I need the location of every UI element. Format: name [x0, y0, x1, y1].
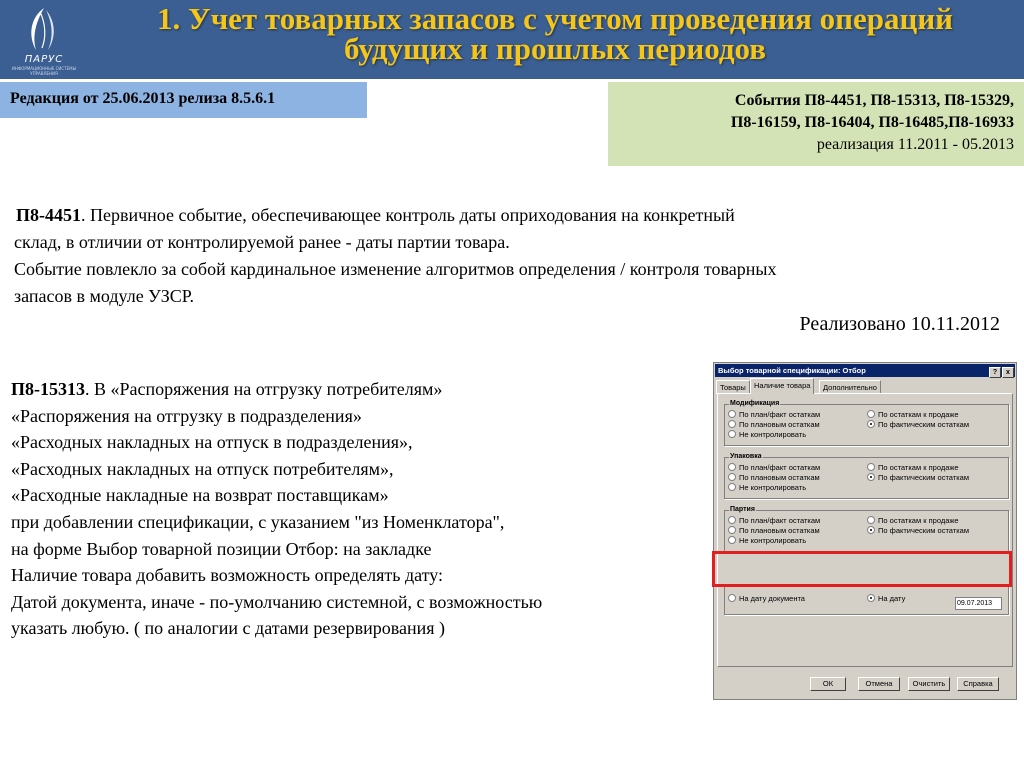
radio-for-sale[interactable]: По остаткам к продаже	[867, 463, 959, 472]
radio-icon	[728, 430, 736, 438]
tab-goods[interactable]: Товары	[716, 380, 750, 394]
close-icon[interactable]: x	[1002, 367, 1014, 378]
radio-plan-fact[interactable]: По план/факт остаткам	[728, 463, 820, 472]
parus-logo	[6, 4, 82, 74]
tab-panel	[717, 393, 1013, 667]
group-modification	[724, 400, 1009, 446]
radio-icon	[728, 410, 736, 418]
date-input[interactable]: 09.07.2013	[955, 597, 1002, 610]
cancel-button[interactable]: Отмена	[858, 677, 900, 691]
dialog-titlebar	[715, 364, 1015, 377]
highlight-frame	[712, 551, 1012, 587]
selection-dialog	[713, 362, 1017, 700]
radio-actual[interactable]: По фактическим остаткам	[867, 526, 969, 535]
radio-on-date[interactable]: На дату	[867, 594, 905, 603]
event-code: П8-15313	[11, 379, 85, 399]
radio-icon	[728, 526, 736, 534]
radio-selected-icon	[867, 594, 875, 602]
radio-document-date[interactable]: На дату документа	[728, 594, 805, 603]
radio-plan[interactable]: По плановым остаткам	[728, 473, 820, 482]
radio-actual[interactable]: По фактическим остаткам	[867, 420, 969, 429]
events-line-2: П8-16159, П8-16404, П8-16485,П8-16933	[730, 114, 1014, 131]
para2-line: при добавлении спецификации, с указанием "из Номенклатора",	[11, 511, 505, 532]
help-button[interactable]: Справка	[957, 677, 999, 691]
radio-icon	[867, 410, 875, 418]
title-line-2: будущих и прошлых периодов	[343, 31, 767, 66]
radio-for-sale[interactable]: По остаткам к продаже	[867, 410, 959, 419]
event-code: П8-4451	[16, 205, 81, 225]
logo-name: ПАРУС	[24, 54, 64, 65]
group-label: Модификация	[730, 400, 780, 407]
group-label: Упаковка	[730, 453, 762, 460]
radio-no-control[interactable]: Не контролировать	[728, 483, 806, 492]
header-bar	[0, 0, 1024, 79]
radio-plan-fact[interactable]: По план/факт остаткам	[728, 410, 820, 419]
radio-icon	[728, 473, 736, 481]
para2-line: «Расходные накладные на возврат поставщикам»	[11, 485, 389, 506]
radio-selected-icon	[867, 420, 875, 428]
page-title	[90, 1, 1020, 66]
group-label: Партия	[730, 506, 755, 513]
radio-plan[interactable]: По плановым остаткам	[728, 420, 820, 429]
para1-line-4: запасов в модуле УЗСР.	[14, 286, 194, 306]
radio-plan[interactable]: По плановым остаткам	[728, 526, 820, 535]
para2-first-line: . В «Распоряжения на отгрузку потребителям»	[85, 379, 443, 399]
radio-no-control[interactable]: Не контролировать	[728, 536, 806, 545]
logo-tagline: ИНФОРМАЦИОННЫЕ СИСТЕМЫ УПРАВЛЕНИЯ	[11, 66, 77, 76]
group-batch	[724, 506, 1009, 552]
radio-no-control[interactable]: Не контролировать	[728, 430, 806, 439]
help-icon[interactable]: ?	[989, 367, 1001, 378]
radio-for-sale[interactable]: По остаткам к продаже	[867, 516, 959, 525]
events-line-1: События П8-4451, П8-15313, П8-15329,	[734, 92, 1014, 109]
radio-icon	[728, 536, 736, 544]
tab-additional[interactable]: Дополнительно	[819, 380, 881, 394]
title-line-1: 1. Учет товарных запасов с учетом проведения операций	[156, 1, 954, 36]
radio-selected-icon	[867, 473, 875, 481]
group-packaging	[724, 453, 1009, 499]
radio-icon	[728, 463, 736, 471]
events-box	[608, 82, 1024, 166]
radio-plan-fact[interactable]: По план/факт остаткам	[728, 516, 820, 525]
para2-line: «Расходных накладных на отпуск потребителям»,	[11, 458, 394, 479]
para2-line: указать любую. ( по аналогии с датами резервирования )	[11, 618, 446, 639]
para1-line-3: Событие повлекло за собой кардинальное изменение алгоритмов определения / контроля товарных	[14, 259, 777, 279]
para1-line-2: склад, в отличии от контролируемой ранее - даты партии товара.	[14, 232, 510, 252]
clear-button[interactable]: Очистить	[908, 677, 950, 691]
ok-button[interactable]: ОК	[810, 677, 846, 691]
radio-icon	[728, 483, 736, 491]
paragraph-p8-15313	[11, 376, 711, 642]
implemented-date: Реализовано 10.11.2012	[799, 313, 1000, 335]
radio-actual[interactable]: По фактическим остаткам	[867, 473, 969, 482]
dialog-title: Выбор товарной спецификации: Отбор	[718, 366, 866, 375]
edition-text: Редакция от 25.06.2013 релиза 8.5.6.1	[10, 90, 276, 107]
para2-line: Датой документа, иначе - по-умолчанию системной, с возможностью	[11, 591, 543, 612]
radio-selected-icon	[867, 526, 875, 534]
radio-icon	[728, 594, 736, 602]
radio-icon	[867, 463, 875, 471]
para1-line-1: . Первичное событие, обеспечивающее контроль даты оприходования на конкретный	[81, 205, 735, 225]
radio-icon	[728, 516, 736, 524]
events-line-3: реализация 11.2011 - 05.2013	[816, 136, 1014, 153]
para2-line: «Распоряжения на отгрузку в подразделения»	[11, 405, 362, 426]
tab-stock-availability[interactable]: Наличие товара	[750, 378, 814, 394]
para2-line: на форме Выбор товарной позиции Отбор: на закладке	[11, 538, 432, 559]
para2-line: «Расходных накладных на отпуск в подразделения»,	[11, 432, 413, 453]
radio-icon	[728, 420, 736, 428]
sail-icon	[6, 4, 82, 54]
paragraph-p8-4451	[14, 202, 1004, 310]
para2-line: Наличие товара добавить возможность определять дату:	[11, 565, 444, 586]
edition-badge	[0, 82, 367, 118]
radio-icon	[867, 516, 875, 524]
